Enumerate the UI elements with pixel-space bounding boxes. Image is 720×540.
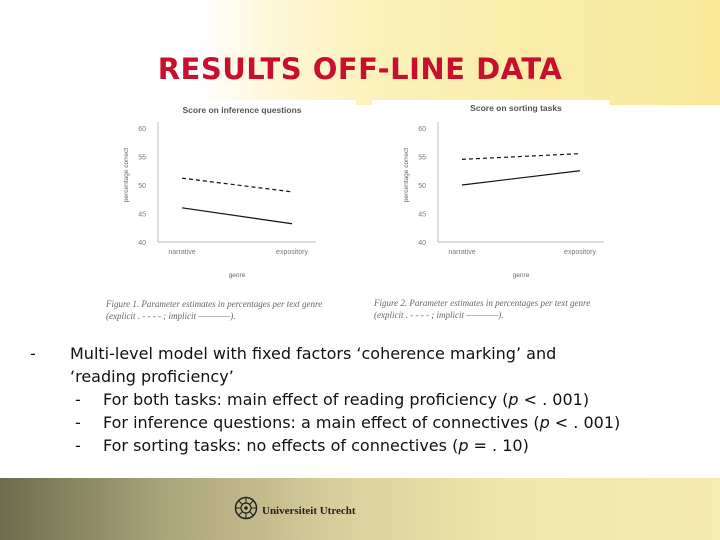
bullet-main-line1: Multi-level model with fixed factors ‘coherence marking’ and — [70, 344, 557, 363]
y-tick-label: 50 — [138, 183, 146, 190]
sub-bullet-dash: - — [75, 413, 81, 432]
y-tick-label: 60 — [138, 126, 146, 133]
y-tick-label: 55 — [138, 154, 146, 162]
series-line-explicit — [462, 154, 580, 160]
inference-caption-line1: Figure 1. Parameter estimates in percentages per text genre — [106, 299, 323, 309]
chart-title: Score on sorting tasks — [470, 103, 562, 113]
bullet-main — [30, 342, 710, 388]
inference-caption-line2: (explicit . - - - - ; implicit ————). — [106, 311, 236, 321]
x-axis-label: genre — [228, 272, 246, 279]
y-axis-label: percentage correct — [403, 147, 410, 203]
x-tick-label: expository — [564, 249, 596, 256]
sorting-chart — [372, 100, 610, 326]
bullet-list — [30, 342, 710, 457]
y-tick-label: 50 — [418, 183, 426, 190]
sub-bullet-value: < . 001) — [518, 390, 590, 409]
sub-bullet-3 — [30, 434, 710, 457]
y-tick-label: 55 — [418, 154, 426, 162]
footer-band — [0, 478, 720, 540]
bullet-dash: - — [30, 344, 36, 363]
y-tick-label: 40 — [418, 240, 426, 247]
sub-bullet-1 — [30, 388, 710, 411]
x-tick-label: narrative — [448, 249, 476, 256]
stat-p: p — [458, 436, 469, 455]
sub-bullet-2 — [30, 411, 710, 434]
stat-p: p — [508, 390, 519, 409]
sub-bullet-text: For sorting tasks: no effects of connectives ( — [103, 436, 459, 455]
sorting-chart-svg — [372, 100, 610, 326]
x-tick-label: expository — [276, 249, 308, 256]
y-tick-label: 45 — [138, 211, 146, 219]
sub-bullet-value: = . 10) — [468, 436, 529, 455]
sub-bullet-dash: - — [75, 390, 81, 409]
sorting-caption-line2: (explicit . - - - - ; implicit ————). — [374, 310, 504, 320]
sorting-caption-line1: Figure 2. Parameter estimates in percentages per text genre — [374, 298, 591, 308]
x-axis-label: genre — [512, 272, 530, 279]
chart-title: Score on inference questions — [182, 105, 302, 115]
university-logo-text: Universiteit Utrecht — [262, 505, 356, 517]
y-tick-label: 60 — [418, 126, 426, 133]
series-line-implicit — [462, 171, 580, 185]
sub-bullet-value: < . 001) — [549, 413, 621, 432]
bullet-main-line2: ‘reading proficiency’ — [70, 367, 234, 386]
inference-chart — [106, 100, 356, 332]
slide-title: RESULTS OFF-LINE DATA — [157, 52, 563, 86]
y-axis-label: percentage correct — [123, 147, 130, 203]
series-line-implicit — [182, 208, 292, 224]
x-tick-label: narrative — [168, 249, 196, 256]
sub-bullet-dash: - — [75, 436, 81, 455]
university-seal-icon — [234, 496, 258, 520]
y-tick-label: 45 — [418, 211, 426, 219]
sub-bullet-text: For inference questions: a main effect of connectives ( — [103, 413, 540, 432]
series-line-explicit — [182, 178, 292, 192]
y-tick-label: 40 — [138, 240, 146, 247]
sub-bullet-text: For both tasks: main effect of reading proficiency ( — [103, 390, 509, 409]
stat-p: p — [539, 413, 550, 432]
